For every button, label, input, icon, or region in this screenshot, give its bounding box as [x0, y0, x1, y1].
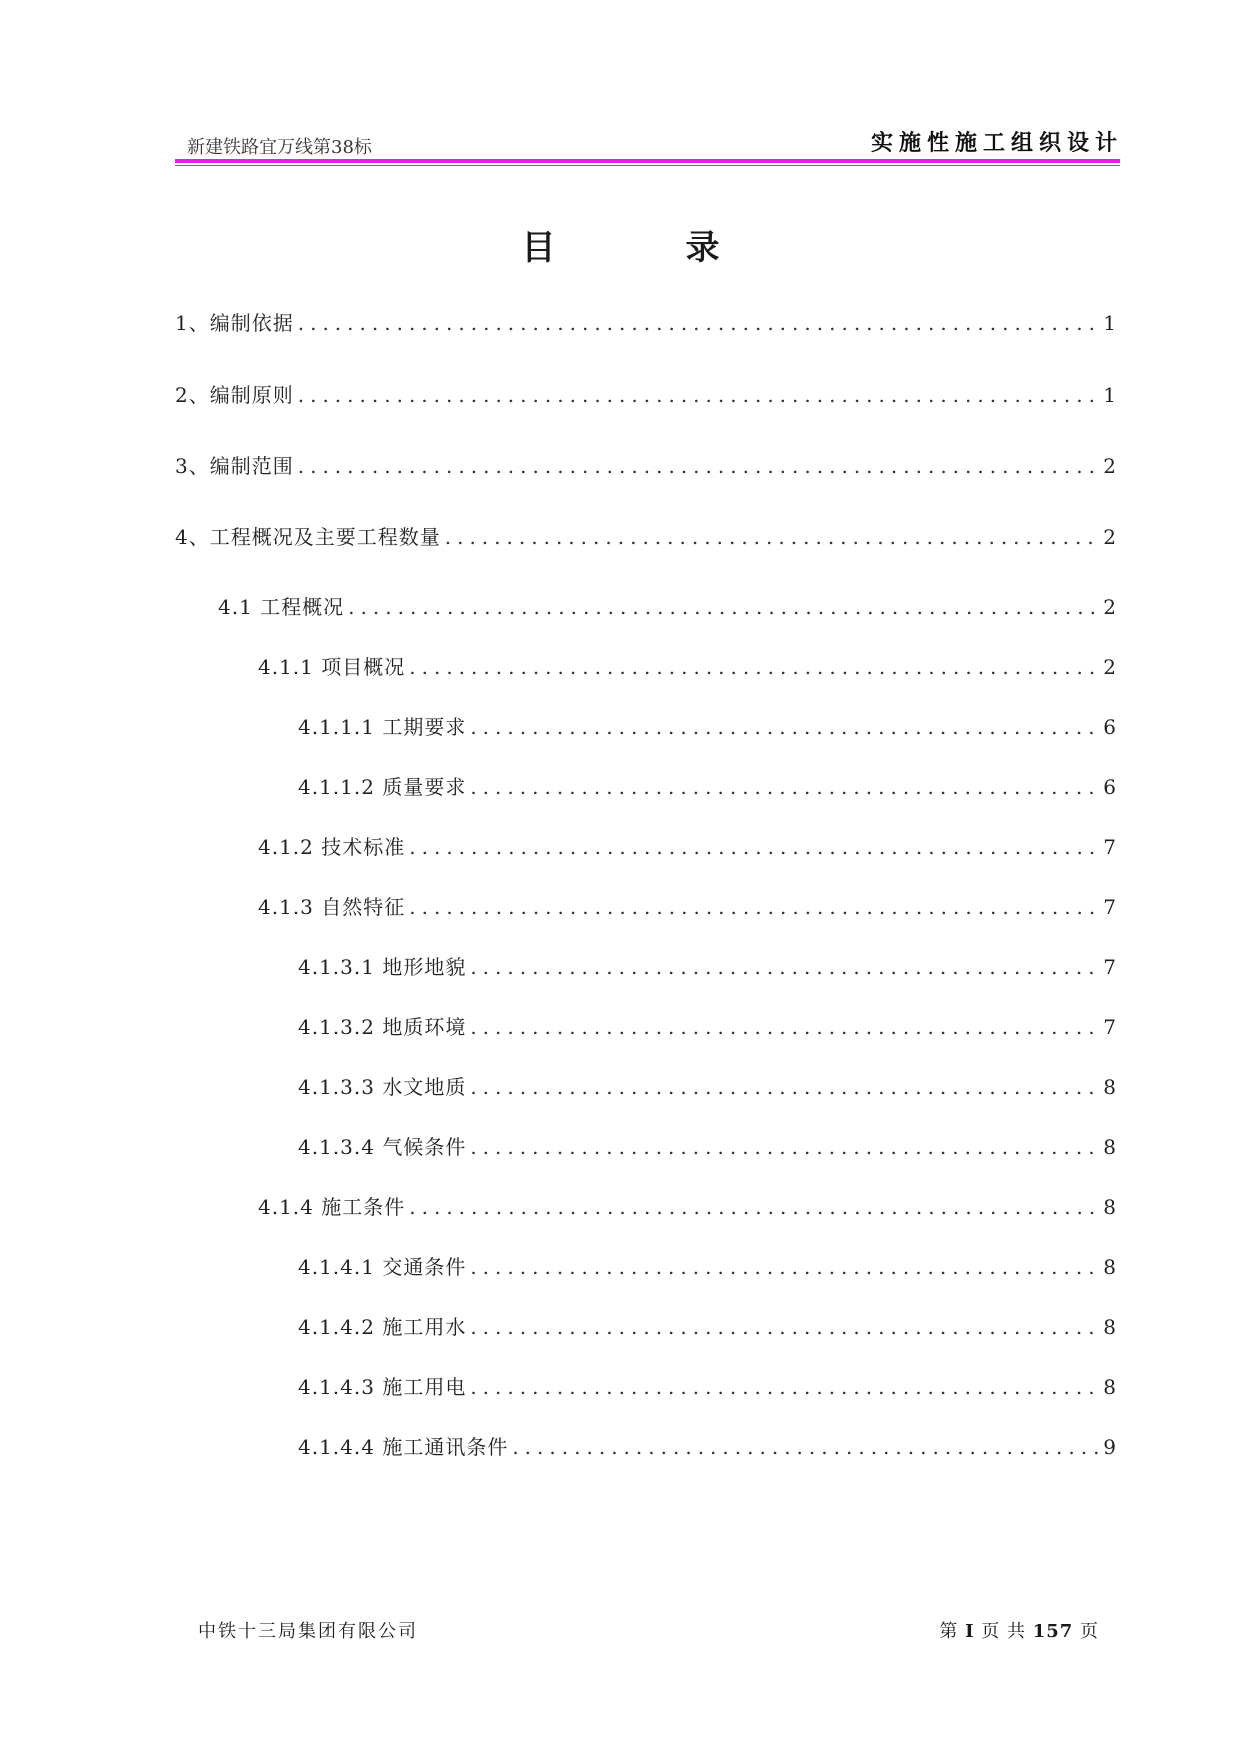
- toc-entry-label: 4.1.4 施工条件: [258, 1195, 406, 1219]
- header-project-name: 新建铁路宜万线第38标: [187, 137, 372, 158]
- toc-entry-leader-dots: [470, 1372, 1099, 1402]
- toc-entry-leader-dots: [470, 1312, 1099, 1342]
- footer-page-suffix: 页: [1080, 1621, 1099, 1642]
- toc-entry-label: 4.1.3.4 气候条件: [298, 1135, 467, 1159]
- toc-entry-leader-dots: [409, 832, 1099, 862]
- toc-entry-page: 2: [1103, 525, 1116, 549]
- toc-entry-label: 4.1.4.1 交通条件: [298, 1255, 467, 1279]
- toc-entry-label: 4.1.4.4 施工通讯条件: [298, 1435, 509, 1459]
- toc-entry[interactable]: [298, 1372, 1116, 1402]
- toc-entry-page: 8: [1103, 1375, 1116, 1399]
- toc-entry-leader-dots: [298, 380, 1100, 410]
- toc-entry-leader-dots: [470, 952, 1099, 982]
- toc-entry-label: 4.1.2 技术标准: [258, 835, 406, 859]
- toc-entry[interactable]: [298, 712, 1116, 742]
- toc-entry[interactable]: [258, 832, 1116, 862]
- toc-entry-page: 1: [1103, 311, 1116, 335]
- toc-entry-leader-dots: [470, 1012, 1099, 1042]
- toc-entry-label: 2、编制原则: [175, 383, 294, 407]
- footer-page-mid: 页 共: [981, 1621, 1026, 1642]
- toc-entry-leader-dots: [298, 451, 1100, 481]
- toc-entry[interactable]: [298, 1132, 1116, 1162]
- footer-page-number: I: [965, 1621, 975, 1642]
- toc-entry-page: 7: [1103, 1015, 1116, 1039]
- footer-page-total: 157: [1032, 1621, 1074, 1642]
- toc-entry-page: 8: [1103, 1135, 1116, 1159]
- toc-entry-page: 7: [1103, 835, 1116, 859]
- toc-entry-page: 8: [1103, 1075, 1116, 1099]
- toc-entry-page: 8: [1103, 1255, 1116, 1279]
- toc-entry-leader-dots: [470, 1252, 1099, 1282]
- toc-entry[interactable]: [218, 592, 1116, 622]
- toc-entry-label: 4.1.1.1 工期要求: [298, 715, 467, 739]
- toc-entry-page: 8: [1103, 1195, 1116, 1219]
- toc-entry-label: 4、工程概况及主要工程数量: [175, 525, 441, 549]
- toc-entry[interactable]: [175, 380, 1116, 410]
- toc-entry-label: 4.1.1.2 质量要求: [298, 775, 467, 799]
- toc-entry[interactable]: [298, 1432, 1116, 1462]
- toc-entry[interactable]: [175, 451, 1116, 481]
- footer-page-prefix: 第: [939, 1621, 959, 1642]
- toc-entry[interactable]: [258, 652, 1116, 682]
- toc-entry-label: 4.1.4.2 施工用水: [298, 1315, 467, 1339]
- header-document-type: 实施性施工组织设计: [870, 130, 1123, 156]
- toc-entry-page: 8: [1103, 1315, 1116, 1339]
- toc-entry-label: 4.1.3.1 地形地貌: [298, 955, 467, 979]
- toc-entry[interactable]: [175, 308, 1116, 338]
- toc-entry-page: 2: [1103, 454, 1116, 478]
- toc-entry-leader-dots: [298, 308, 1100, 338]
- toc-entry[interactable]: [298, 1312, 1116, 1342]
- toc-entry[interactable]: [258, 892, 1116, 922]
- toc-entry-label: 4.1.1 项目概况: [258, 655, 406, 679]
- footer-company: 中铁十三局集团有限公司: [198, 1621, 418, 1642]
- toc-title-char-1: 目: [521, 228, 556, 268]
- toc-entry-leader-dots: [470, 712, 1099, 742]
- toc-entry-leader-dots: [470, 772, 1099, 802]
- toc-entry-label: 4.1.3 自然特征: [258, 895, 406, 919]
- toc-entry-label: 4.1.3.3 水文地质: [298, 1075, 467, 1099]
- toc-entry-leader-dots: [512, 1432, 1099, 1462]
- toc-entry-label: 4.1 工程概况: [218, 595, 345, 619]
- toc-entry-page: 6: [1103, 775, 1116, 799]
- toc-title-char-2: 录: [685, 228, 720, 268]
- footer-page-info: [939, 1617, 1099, 1643]
- toc-entry[interactable]: [298, 1012, 1116, 1042]
- toc-entry[interactable]: [298, 952, 1116, 982]
- toc-entry-label: 4.1.3.2 地质环境: [298, 1015, 467, 1039]
- toc-entry-page: 7: [1103, 955, 1116, 979]
- toc-entry[interactable]: [298, 1252, 1116, 1282]
- toc-entry-label: 3、编制范围: [175, 454, 294, 478]
- toc-entry[interactable]: [175, 522, 1116, 552]
- toc-entry-page: 2: [1103, 655, 1116, 679]
- toc-entry-page: 1: [1103, 383, 1116, 407]
- toc-entry-leader-dots: [409, 1192, 1099, 1222]
- toc-entry-label: 4.1.4.3 施工用电: [298, 1375, 467, 1399]
- toc-entry-leader-dots: [348, 592, 1099, 622]
- toc-entry-leader-dots: [409, 892, 1099, 922]
- toc-entry[interactable]: [298, 772, 1116, 802]
- toc-entry-leader-dots: [470, 1132, 1099, 1162]
- toc-entry-label: 1、编制依据: [175, 311, 294, 335]
- toc-entry-page: 7: [1103, 895, 1116, 919]
- toc-entry-leader-dots: [409, 652, 1099, 682]
- toc-entry-leader-dots: [470, 1072, 1099, 1102]
- toc-entry[interactable]: [258, 1192, 1116, 1222]
- toc-entry-page: 9: [1103, 1435, 1116, 1459]
- toc-entry-page: 2: [1103, 595, 1116, 619]
- toc-entry-leader-dots: [445, 522, 1100, 552]
- toc-entry[interactable]: [298, 1072, 1116, 1102]
- toc-entry-page: 6: [1103, 715, 1116, 739]
